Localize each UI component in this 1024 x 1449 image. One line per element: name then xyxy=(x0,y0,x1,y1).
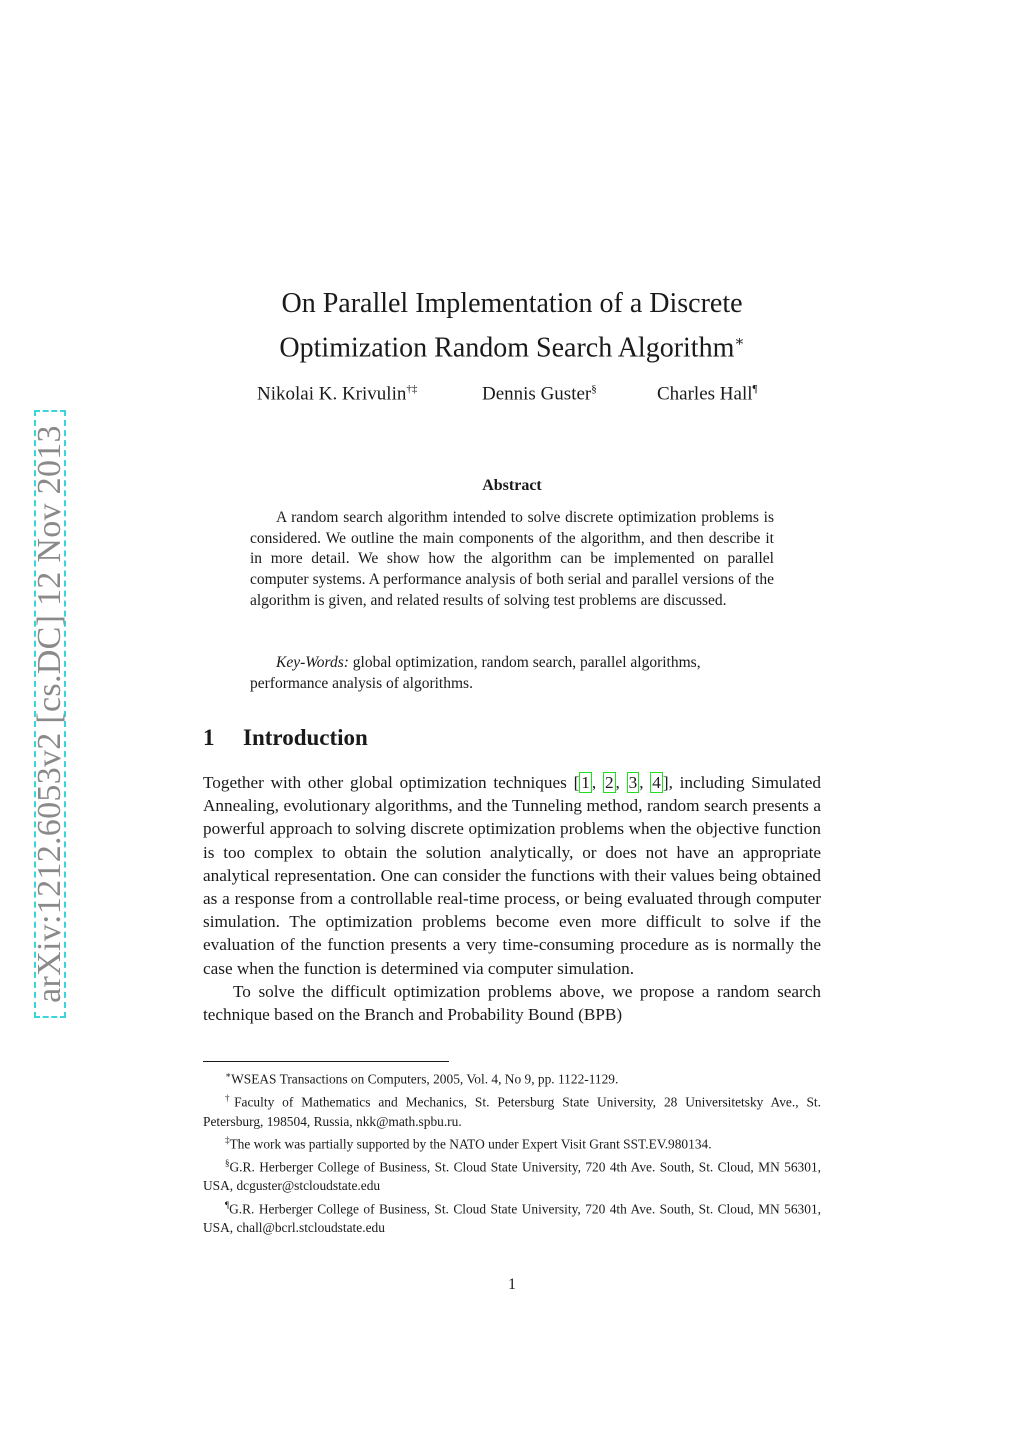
footnote-mark: ‡ xyxy=(225,1134,230,1145)
keywords-text: global optimization, random search, parallel algorithms, performance analysis of algorithms. xyxy=(250,654,701,692)
section-heading xyxy=(203,725,368,751)
citation-link[interactable]: 4 xyxy=(652,773,661,792)
page-number: 1 xyxy=(508,1276,516,1293)
author-footnote-mark[interactable]: †‡ xyxy=(406,383,418,395)
footnote-mark: ∗ xyxy=(225,1070,232,1080)
author-name: Nikolai K. Krivulin xyxy=(257,383,407,405)
keywords xyxy=(250,653,782,694)
citation-link[interactable]: 2 xyxy=(604,773,614,792)
footnote-mark: ¶ xyxy=(225,1199,230,1210)
citation-link[interactable]: 3 xyxy=(628,773,638,792)
footnote-text: The work was partially supported by the NATO under Expert Visit Grant SST.EV.980134. xyxy=(229,1136,712,1152)
footnote xyxy=(203,1066,821,1089)
title-line-2 xyxy=(0,323,1024,367)
abstract-heading: Abstract xyxy=(482,477,542,494)
footnote-mark: § xyxy=(225,1157,230,1168)
author-footnote-mark[interactable]: § xyxy=(591,383,597,395)
abstract-text: A random search algorithm intended to solve discrete optimization problems is considered. We outline the main components of the algorithm, and then describe it in more detail. We show how the algorithm can be implemented on parallel computer systems. A performance analysis of both serial and parallel versions of the algorithm is given, and related results of solving test problems are discussed. xyxy=(250,509,774,609)
paper-title xyxy=(0,285,1024,367)
section-title: Introduction xyxy=(243,725,368,750)
author-hall xyxy=(657,383,758,405)
author-name: Charles Hall xyxy=(657,383,753,405)
footnotes xyxy=(203,1066,821,1238)
keywords-paragraph xyxy=(250,653,782,694)
arxiv-stamp-text: arXiv:1212.6053v2 [cs.DC] 12 Nov 2013 xyxy=(31,425,68,1003)
citation-link[interactable]: 1 xyxy=(581,773,590,792)
title-line-1: On Parallel Implementation of a Discrete xyxy=(281,288,743,319)
footnote xyxy=(203,1196,821,1238)
intro-paragraph-2: To solve the difficult optimization problems above, we propose a random search technique based on the Branch and Probability Bound (BPB) xyxy=(203,981,821,1025)
section-number: 1 xyxy=(203,725,215,750)
footnote-mark: † xyxy=(225,1092,235,1103)
title-footnote-mark[interactable]: ∗ xyxy=(734,334,745,350)
intro-body xyxy=(203,771,821,1026)
author-guster xyxy=(482,383,597,405)
footnote-text: G.R. Herberger College of Business, St. Cloud State University, 720 4th Ave. South, St. Cloud, MN 56301, USA, dcguster@stcloudstate.edu xyxy=(203,1159,821,1194)
arxiv-stamp[interactable] xyxy=(31,410,68,1018)
footnote xyxy=(203,1154,821,1196)
footnote-divider xyxy=(203,1061,449,1062)
footnote-text: WSEAS Transactions on Computers, 2005, Vol. 4, No 9, pp. 1122-1129. xyxy=(231,1071,619,1087)
footnote-text: G.R. Herberger College of Business, St. Cloud State University, 720 4th Ave. South, St. Cloud, MN 56301, USA, chall@bcrl.stcloudstate.edu xyxy=(203,1201,821,1236)
intro-paragraph-1: Together with other global optimization techniques [ 1 , 2 , 3 , 4 ], including Simulated Annealing, evolutionary algorithms, and the Tunneling method, random search presents a powerful approach to solving discrete optimization problems when the objective function is too complex to obtain the solution analytically, or does not have an appropriate analytical representation. One can consider the functions with their values being obtained as a response from a controllable real-time process, or being evaluated through computer simulation. The optimization problems become even more difficult to solve if the evaluation of the function presents a very time-consuming procedure as is normally the case when the function is determined via computer simulation. xyxy=(203,773,822,978)
footnote xyxy=(203,1131,821,1154)
footnote xyxy=(203,1089,821,1131)
abstract-body xyxy=(250,508,774,612)
author-name: Dennis Guster xyxy=(482,383,592,405)
intro-p1-end: ], including Simulated Annealing, evolutionary algorithms, and the Tunneling method, random search presents a powerful approach to solving discrete optimization problems when the objective function is too complex to obtain the solution analytically, or does not have an appropriate analytical representation. One can consider the functions with their values being obtained as a response from a controllable real-time process, or being evaluated through computer simulation. The optimization problems become even more difficult to solve if the evaluation of the function presents a very time-consuming procedure as is normally the case when the function is determined via computer simulation. xyxy=(203,773,822,978)
author-footnote-mark[interactable]: ¶ xyxy=(752,383,758,395)
intro-p1-start: Together with other global optimization techniques [ xyxy=(203,773,580,792)
title-line-2-text: Optimization Random Search Algorithm xyxy=(279,332,735,364)
keywords-label: Key-Words: xyxy=(276,654,349,671)
author-krivulin xyxy=(257,383,417,405)
footnote-text: Faculty of Mathematics and Mechanics, St. Petersburg State University, 28 Universitetsky Ave., St. Petersburg, 198504, Russia, nkk@math.spbu.ru. xyxy=(203,1094,822,1129)
